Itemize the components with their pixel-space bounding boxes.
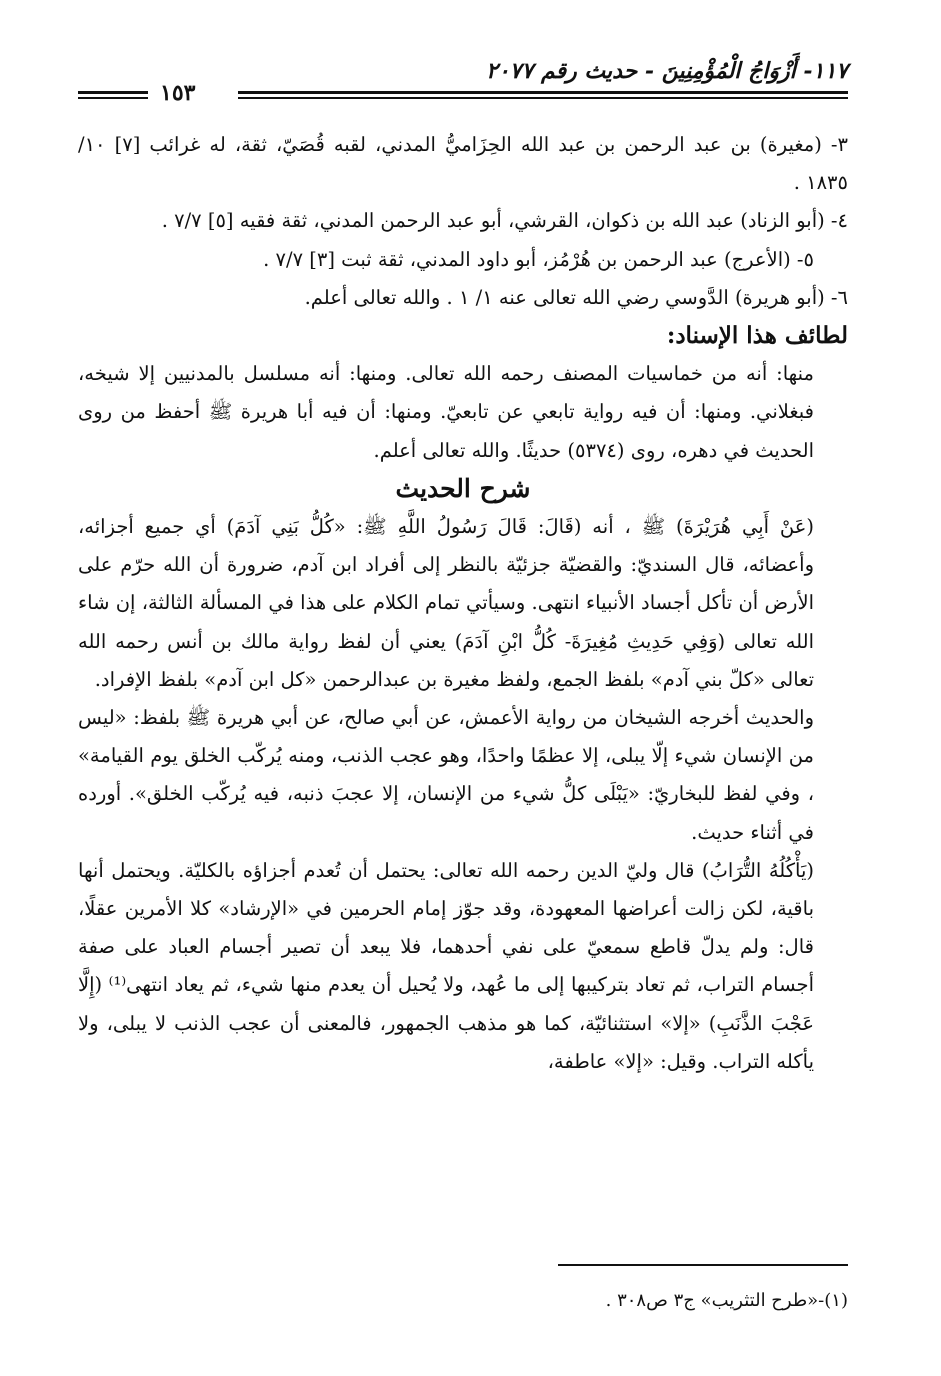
narrator-entry-4: ٤- (أبو الزناد) عبد الله بن ذكوان، القرشي، أبو عبد الرحمن المدني، ثقة فقيه [٥] ٧/٧ . [161,209,848,233]
narrator-entry-6: ٦- (أبو هريرة) الدَّوسي رضي الله تعالى عنه ١/ ١ . والله تعالى أعلم. [304,285,848,309]
footnote: (١)-«طرح التثريب» ج٣ ص٣٠٨ . [605,1290,848,1311]
page-number: ١٥٣ [160,80,196,106]
narrator-entry-5: ٥- (الأعرج) عبد الرحمن بن هُرْمُز، أبو داود المدني، ثقة ثبت [٣] ٧/٧ . [263,247,814,271]
sharh-paragraph-3: (يَأْكُلُهُ التُّرَابُ) قال وليّ الدين رحمه الله تعالى: يحتمل أن تُعدم أجزاؤه بالكليّة. ويحتمل أنها باقية، لكن زالت أعراضها المعهودة، وقد جوّز إمام الحرمين في «الإرشاد» كلا الأمرين عقلًا، قال: ولم يدلّ قاطع سمعيّ على نفي أحدهما، فلا يبعد أن تصير أجسام العباد على صفة أجسام التراب، ثم تعاد بتركيبها إلى ما عُهد، ولا يُحيل أن يعدم منها شيء، ثم يعاد انتهى⁽¹⁾ (إِلَّا عَجْبَ الذَّنَبِ) «إلا» استثنائيّة، كما هو مذهب الجمهور، فالمعنى أن عجب الذنب لا يبلى، ولا يأكله التراب. وقيل: «إلا» عاطفة، [78,858,814,1073]
header-rule [238,91,848,99]
running-title: ١١٧- أَزْوَاجُ الْمُؤْمِنِينَ - حديث رقم ٢٠٧٧ [486,58,848,84]
isnad-paragraph: منها: أنه من خماسيات المصنف رحمه الله تعالى. ومنها: أنه مسلسل بالمدنيين إلا شيخه، فبغلاني. ومنها: أن فيه رواية تابعي عن تابعيّ. ومنها: أن فيه أبا هريرة ﷺ أحفظ من روى الحديث في دهره، روى (٥٣٧٤) حديثًا. والله تعالى أعلم. [78,362,814,462]
header-rule-short [78,91,148,99]
page-header [78,58,848,104]
footnote-separator [558,1264,848,1266]
narrator-entry-3: ٣- (مغيرة) بن عبد الرحمن بن عبد الله الحِزَاميُّ المدني، لقبه قُصَيّ، ثقة، له غرائب [٧] ١٠/ ١٨٣٥ . [78,133,848,195]
isnad-heading: لطائف هذا الإسناد: [666,322,848,350]
body-text [78,126,848,1081]
sharh-heading: شرح الحديث [395,473,531,503]
sharh-paragraph-2: والحديث أخرجه الشيخان من رواية الأعمش، عن أبي صالح، عن أبي هريرة ﷺ بلفظ: «ليس من الإنسان شيء إلّا يبلى، إلا عظمًا واحدًا، وهو عجب الذنب، ومنه يُركّب الخلق يوم القيامة» ، وفي لفظ للبخاريّ: «يَبْلَى كلُّ شيء من الإنسان، إلا عجبَ ذنبه، فيه يُركّب الخلق». أورده في أثناء حديث. [78,706,814,844]
sharh-paragraph-1: (عَنْ أَبِي هُرَيْرَةَ) ﷺ ، أنه (قَالَ: قَالَ رَسُولُ اللَّهِ ﷺ: «كُلُّ بَنِي آدَمَ) أي جميع أجزائه، وأعضائه، قال السنديّ: والقضيّة جزئيّة بالنظر إلى أفراد ابن آدم، ضرورة أن الله حرّم على الأرض أن تأكل أجساد الأنبياء انتهى. وسيأتي تمام الكلام على هذا في المسألة الثالثة، إن شاء الله تعالى (وَفِي حَدِيثِ مُغِيرَةَ- كُلُّ ابْنِ آدَمَ) يعني أن لفظ رواية مالك بن أنس رحمه الله تعالى «كلّ بني آدم» بلفظ الجمع، ولفظ مغيرة بن عبدالرحمن «كل ابن آدم» بلفظ الإفراد. [78,515,814,691]
